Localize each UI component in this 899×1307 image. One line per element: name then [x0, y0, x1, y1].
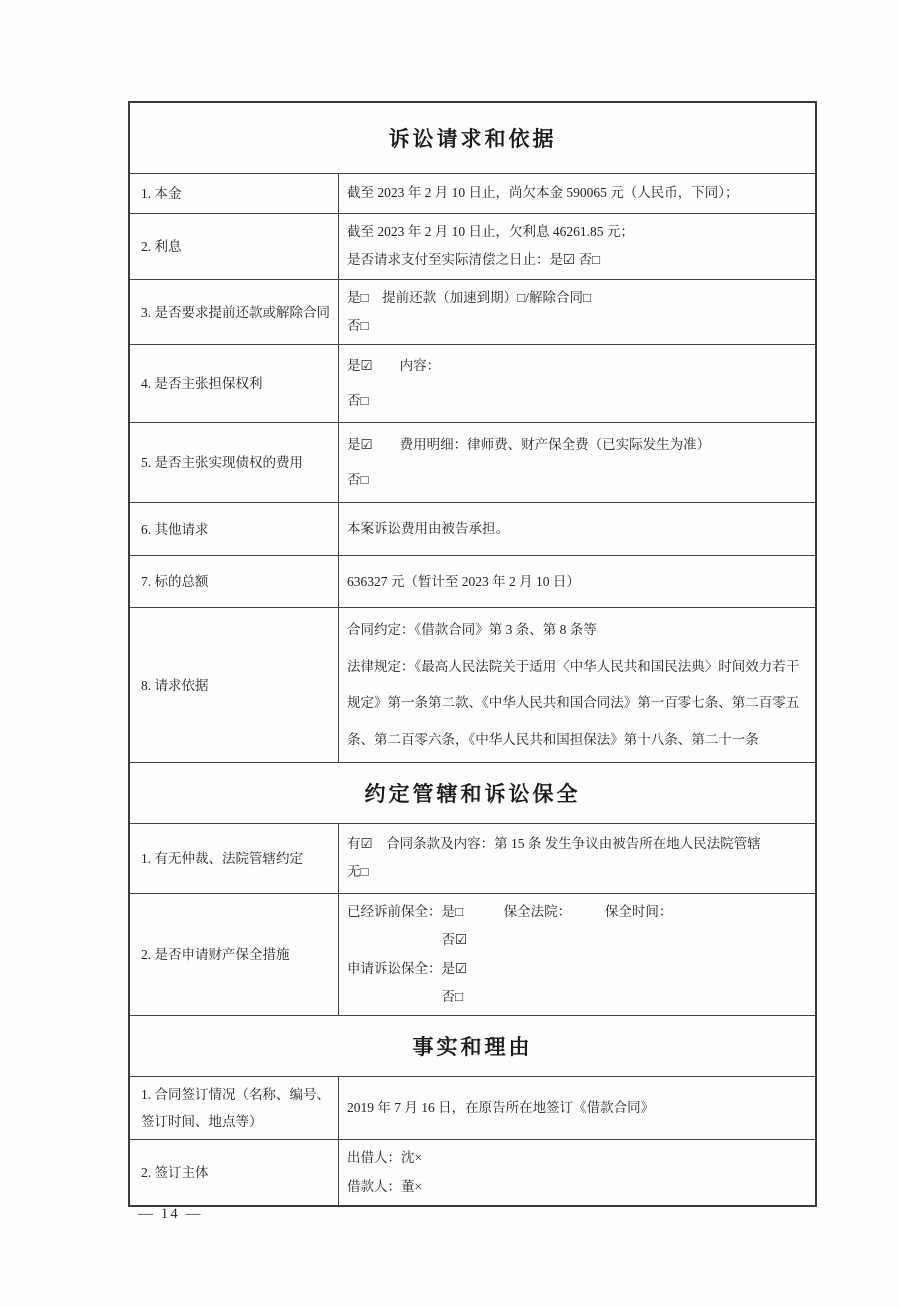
row-other-requests — [130, 502, 815, 555]
row-guarantee-rights — [130, 344, 815, 422]
row-content — [339, 1140, 815, 1205]
litigation-form-table — [128, 101, 817, 1207]
field-line: 否☑ — [347, 932, 468, 948]
field-line: 否□ — [347, 989, 464, 1004]
field-line: 2019 年 7 月 16 日，在原告所在地签订《借款合同》 — [347, 1100, 655, 1116]
row-content — [339, 214, 815, 279]
row-claim-basis — [130, 607, 815, 762]
row-label: 1. 合同签订情况（名称、编号、签订时间、地点等） — [130, 1077, 339, 1139]
field-line: 否□ — [347, 318, 369, 334]
row-debt-realization-costs — [130, 422, 815, 502]
row-principal — [130, 173, 815, 213]
row-contract-signing-info — [130, 1076, 815, 1139]
field-line: 有☑ 合同条款及内容：第 15 条 发生争议由被告所在地人民法院管辖 — [347, 836, 761, 852]
row-arbitration-jurisdiction — [130, 823, 815, 893]
row-content — [339, 556, 815, 607]
field-line: 无□ — [347, 864, 369, 880]
row-label: 5. 是否主张实现债权的费用 — [130, 423, 339, 502]
row-label: 6. 其他请求 — [130, 503, 339, 555]
field-line: 出借人：沈× — [347, 1150, 423, 1166]
row-label: 2. 是否申请财产保全措施 — [130, 894, 339, 1015]
field-line: 636327 元（暂计至 2023 年 2 月 10 日） — [347, 573, 580, 589]
row-property-preservation — [130, 893, 815, 1015]
row-early-repayment — [130, 279, 815, 345]
row-label: 8. 请求依据 — [130, 608, 339, 762]
row-content — [339, 423, 815, 502]
row-label: 2. 签订主体 — [130, 1140, 339, 1205]
section-title-facts: 事实和理由 — [130, 1015, 815, 1076]
row-content — [339, 824, 815, 893]
page-number: — 14 — — [138, 1206, 203, 1222]
row-content — [339, 174, 815, 213]
field-line: 截至 2023 年 2 月 10 日止，尚欠本金 590065 元（人民币，下同）； — [347, 185, 739, 201]
section-title-jurisdiction: 约定管辖和诉讼保全 — [130, 762, 815, 823]
row-total-amount — [130, 555, 815, 607]
field-line: 申请诉讼保全：是☑ — [347, 960, 468, 976]
row-interest — [130, 213, 815, 279]
field-line: 截至 2023 年 2 月 10 日止，欠利息 46261.85 元； — [347, 224, 634, 239]
row-content — [339, 345, 815, 422]
row-signing-parties — [130, 1139, 815, 1205]
row-content — [339, 894, 815, 1015]
row-content — [339, 280, 815, 345]
row-label: 1. 有无仲裁、法院管辖约定 — [130, 824, 339, 893]
field-line: 法律规定：《最高人民法院关于适用〈中华人民共和国民法典〉时间效力若干规定》第一条第二款、《中华人民共和国合同法》第一百零七条、第二百零五条、第二百零六条，《中华人民共和国担保法》第十八条、第二十一条 — [347, 658, 800, 747]
field-line: 是否请求支付至实际清偿之日止：是☑ 否□ — [347, 252, 601, 268]
row-label: 7. 标的总额 — [130, 556, 339, 607]
field-line: 是☑ 内容： — [347, 358, 441, 374]
field-line: 是☑ 费用明细：律师费、财产保全费（已实际发生为准） — [347, 437, 711, 453]
row-label: 4. 是否主张担保权利 — [130, 345, 339, 422]
row-label: 2. 利息 — [130, 214, 339, 279]
row-content — [339, 608, 815, 762]
field-line: 是□ 提前还款（加速到期）□/解除合同□ — [347, 289, 592, 305]
field-line: 本案诉讼费用由被告承担。 — [347, 521, 509, 537]
row-label: 1. 本金 — [130, 174, 339, 213]
field-line: 借款人：董× — [347, 1178, 423, 1194]
section-title-claims: 诉讼请求和依据 — [388, 128, 557, 151]
row-label: 3. 是否要求提前还款或解除合同 — [130, 280, 339, 345]
field-line: 已经诉前保全：是□ 保全法院： 保全时间： — [347, 903, 673, 919]
field-line: 否□ — [347, 471, 369, 487]
field-line: 合同约定：《借款合同》第 3 条、第 8 条等 — [347, 622, 597, 638]
field-line: 否□ — [347, 392, 369, 408]
row-content — [339, 1077, 815, 1139]
row-content — [339, 503, 815, 555]
